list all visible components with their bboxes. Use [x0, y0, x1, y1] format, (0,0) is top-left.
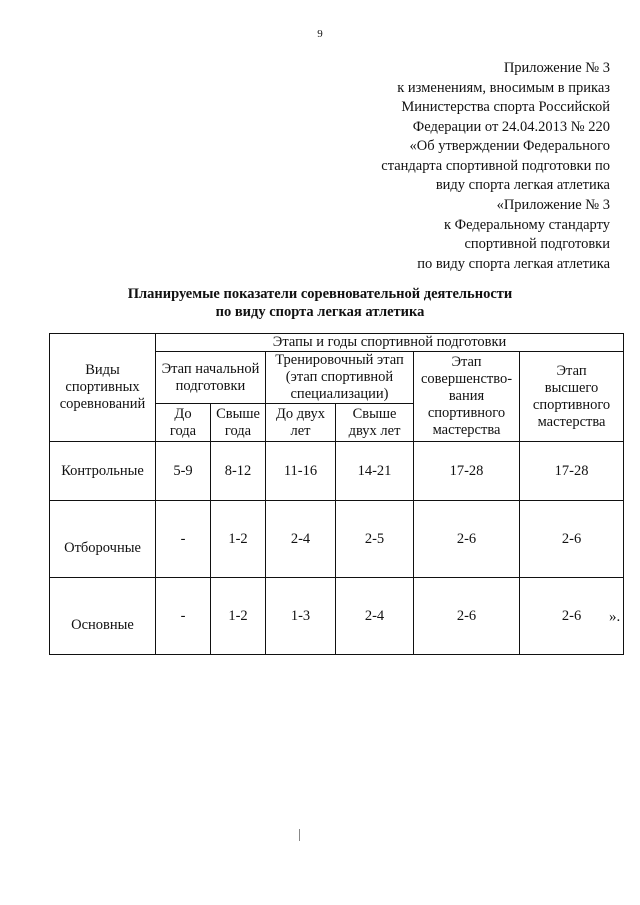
competition-type-label: Основные: [50, 578, 156, 655]
stage-header-line: специализации): [290, 386, 389, 402]
appendix-header: [381, 59, 610, 196]
stage-initial-header: [156, 352, 266, 404]
stage-header-line: подготовки: [175, 377, 246, 394]
table-cell: 2-6: [520, 501, 624, 578]
appendix-header-line: виду спорта легкая атлетика: [435, 177, 610, 193]
subcolumn-header-line: года: [224, 422, 252, 439]
appendix-subheader-line: спортивной подготовки: [464, 236, 610, 252]
table-cell: 2-4: [336, 578, 414, 655]
table-title-line: по виду спорта легкая атлетика: [215, 304, 425, 320]
table-cell: -: [156, 578, 211, 655]
stage-header-line: совершенство-: [420, 371, 513, 387]
table-cell: 17-28: [520, 442, 624, 501]
stage-improvement-header: [414, 352, 520, 442]
table-cell: 17-28: [414, 442, 520, 501]
stage-header-line: спортивного: [532, 396, 611, 413]
subcolumn-header-line: Свыше: [352, 405, 397, 422]
table-row: [50, 442, 624, 501]
scan-mark: [299, 829, 300, 841]
table-cell: 2-6: [414, 501, 520, 578]
table-cell: 14-21: [336, 442, 414, 501]
subcolumn-header: [211, 404, 266, 442]
stage-header-line: Этап: [556, 362, 587, 379]
stage-header-line: спортивного: [427, 405, 506, 421]
appendix-header-line: Министерства спорта Российской: [401, 99, 610, 115]
appendix-subheader-line: к Федеральному стандарту: [443, 216, 610, 233]
table-title: [0, 285, 640, 321]
subcolumn-header-line: года: [169, 422, 197, 439]
page-number: 9: [317, 28, 323, 40]
stage-highest-header: [520, 352, 624, 442]
table-cell: 2-6: [520, 578, 624, 655]
row-header-line: спортивных: [65, 379, 140, 395]
subcolumn-header-line: двух лет: [348, 422, 401, 439]
table-cell: 11-16: [266, 442, 336, 501]
table-cell: 5-9: [156, 442, 211, 501]
table-cell: 8-12: [211, 442, 266, 501]
stage-header-line: мастерства: [432, 422, 501, 438]
table-row: [50, 501, 624, 578]
stage-header-line: Этап: [451, 354, 482, 370]
table-row: [50, 578, 624, 655]
appendix-header-line: «Об утверждении Федерального: [409, 138, 610, 154]
appendix-header-line: Федерации от 24.04.2013 № 220: [412, 118, 610, 135]
appendix-subheader-line: «Приложение № 3: [496, 197, 610, 213]
appendix-subheader: [417, 196, 610, 274]
competition-indicators-table: [49, 333, 624, 655]
stage-header-line: (этап спортивной: [285, 369, 394, 385]
subcolumn-header-line: Свыше: [216, 405, 260, 422]
table-title-line: Планируемые показатели соревновательной деятельности: [127, 286, 513, 302]
table-cell: 1-2: [211, 578, 266, 655]
appendix-header-line: Приложение № 3: [503, 60, 610, 76]
appendix-subheader-line: по виду спорта легкая атлетика: [417, 255, 610, 272]
stage-header-line: высшего: [544, 379, 599, 396]
table-cell: 1-3: [266, 578, 336, 655]
subcolumn-header: [336, 404, 414, 442]
table-cell: 2-6: [414, 578, 520, 655]
stage-training-header: [266, 352, 414, 404]
table-cell: 1-2: [211, 501, 266, 578]
appendix-header-line: стандарта спортивной подготовки по: [381, 157, 610, 174]
row-header-line: соревнований: [59, 396, 146, 412]
group-header-cell: Этапы и годы спортивной подготовки: [156, 334, 624, 352]
subcolumn-header-line: До двух: [276, 405, 325, 422]
subcolumn-header-line: лет: [290, 422, 311, 439]
subcolumn-header: [266, 404, 336, 442]
subcolumn-header: [156, 404, 211, 442]
table-cell: 2-4: [266, 501, 336, 578]
stage-header-line: вания: [448, 388, 485, 404]
competition-type-label: Контрольные: [50, 442, 156, 501]
row-header-cell: [50, 334, 156, 442]
stage-header-line: Этап начальной: [161, 360, 260, 377]
subcolumn-header-line: До: [174, 405, 192, 422]
stage-header-line: Тренировочный этап: [275, 352, 404, 368]
table-cell: 2-5: [336, 501, 414, 578]
row-header-line: Виды: [85, 362, 120, 378]
closing-quote: ».: [609, 609, 621, 625]
table-header-row: [50, 334, 624, 352]
table-cell: -: [156, 501, 211, 578]
competition-type-label: Отборочные: [50, 501, 156, 578]
stage-header-line: мастерства: [537, 413, 606, 430]
appendix-header-line: к изменениям, вносимым в приказ: [397, 79, 610, 96]
